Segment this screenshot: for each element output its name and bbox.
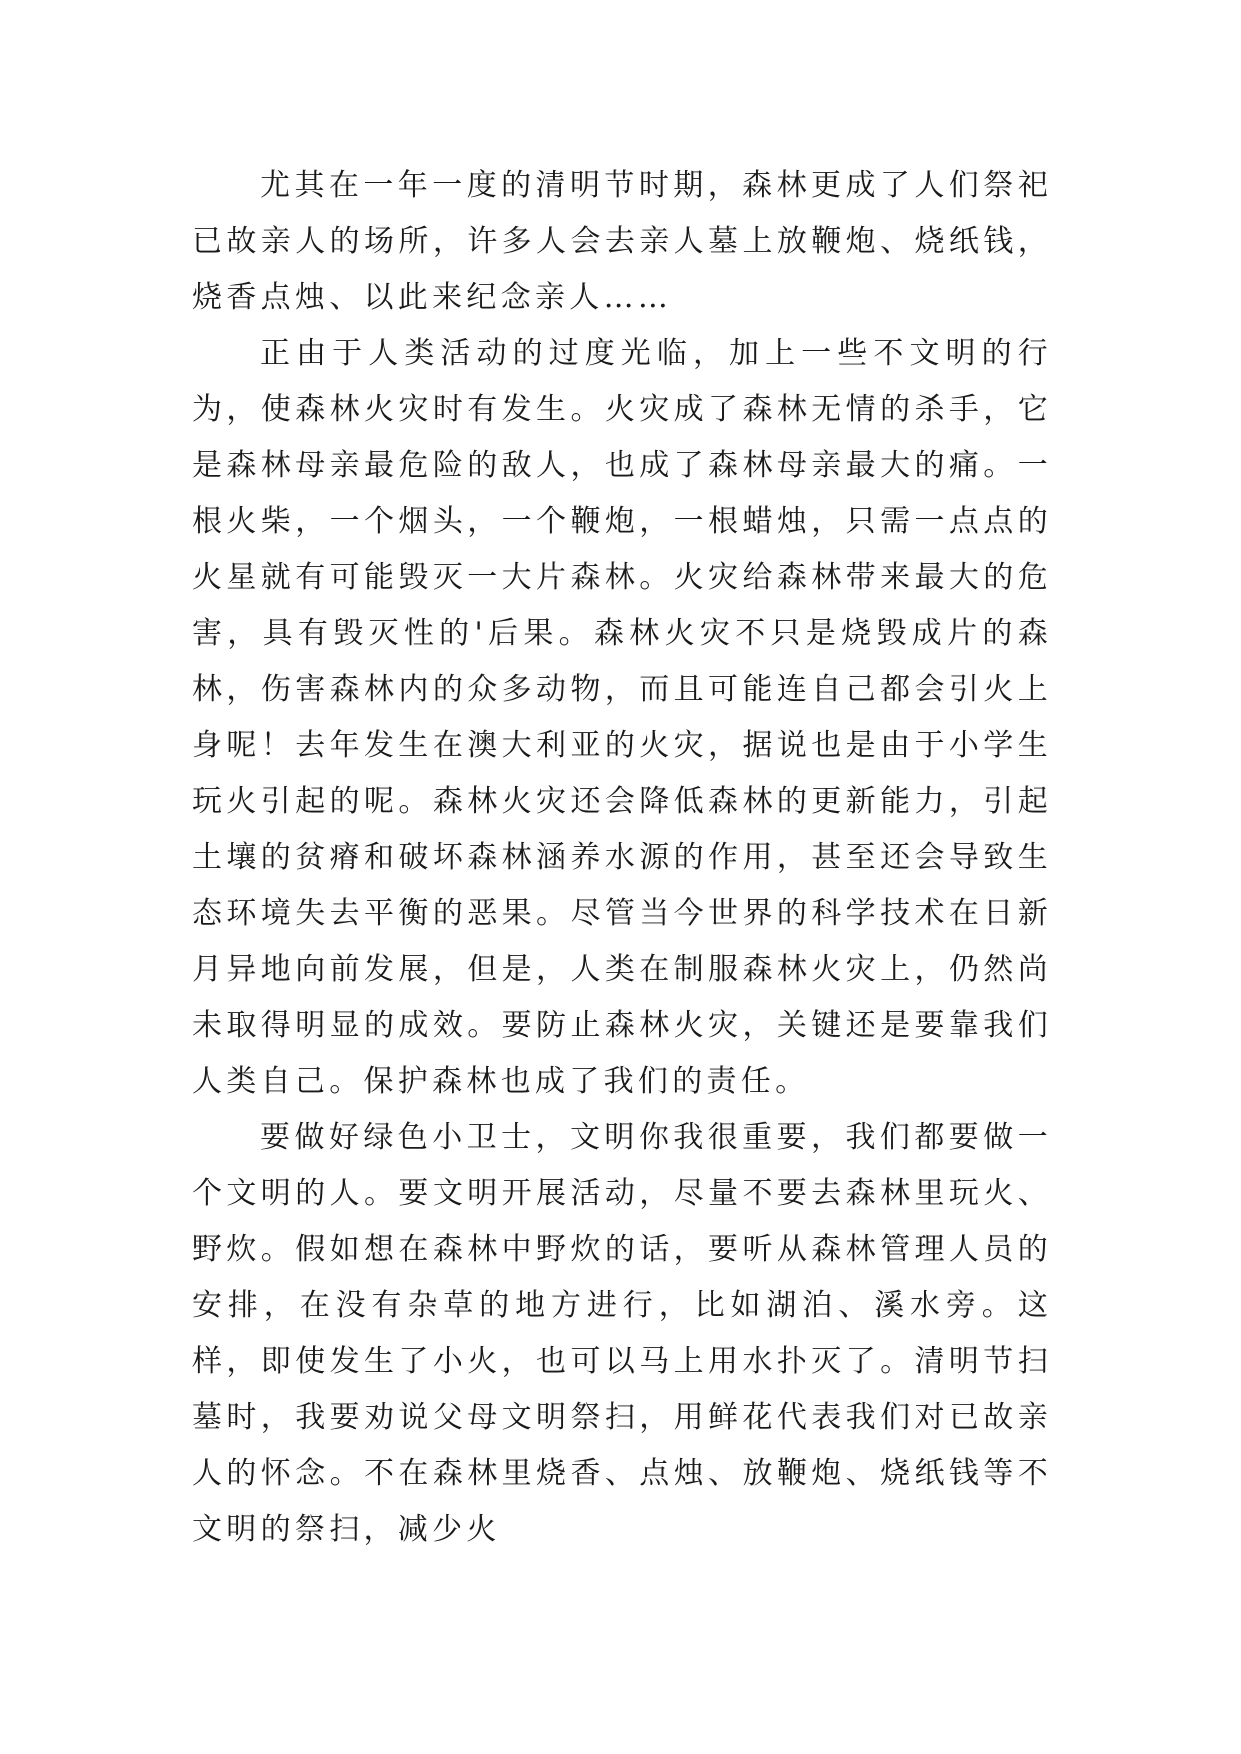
paragraph-1: 尤其在一年一度的清明节时期，森林更成了人们祭祀已故亲人的场所，许多人会去亲人墓上放鞭炮、烧纸钱，烧香点烛、以此来纪念亲人…… <box>192 168 1052 315</box>
paragraph-2: 正由于人类活动的过度光临，加上一些不文明的行为，使森林火灾时有发生。火灾成了森林无情的杀手，它是森林母亲最危险的敌人，也成了森林母亲最大的痛。一根火柴，一个烟头，一个鞭炮，一根蜡烛，只需一点点的火星就有可能毁灭一大片森林。火灾给森林带来最大的危害，具有毁灭性的'后果。森林火灾不只是烧毁成片的森林，伤害森林内的众多动物，而且可能连自己都会引火上身呢！去年发生在澳大利亚的火灾，据说也是由于小学生玩火引起的呢。森林火灾还会降低森林的更新能力，引起土壤的贫瘠和破坏森林涵养水源的作用，甚至还会导致生态环境失去平衡的恶果。尽管当今世界的科学技术在日新月异地向前发展，但是，人类在制服森林火灾上，仍然尚未取得明显的成效。要防止森林火灾，关键还是要靠我们人类自己。保护森林也成了我们的责任。 <box>192 336 1052 1099</box>
paragraph-3: 要做好绿色小卫士，文明你我很重要，我们都要做一个文明的人。要文明开展活动，尽量不要去森林里玩火、野炊。假如想在森林中野炊的话，要听从森林管理人员的安排，在没有杂草的地方进行，比如湖泊、溪水旁。这样，即使发生了小火，也可以马上用水扑灭了。清明节扫墓时，我要劝说父母文明祭扫，用鲜花代表我们对已故亲人的怀念。不在森林里烧香、点烛、放鞭炮、烧纸钱等不文明的祭扫，减少火 <box>192 1120 1052 1547</box>
document-body <box>192 158 1052 1558</box>
